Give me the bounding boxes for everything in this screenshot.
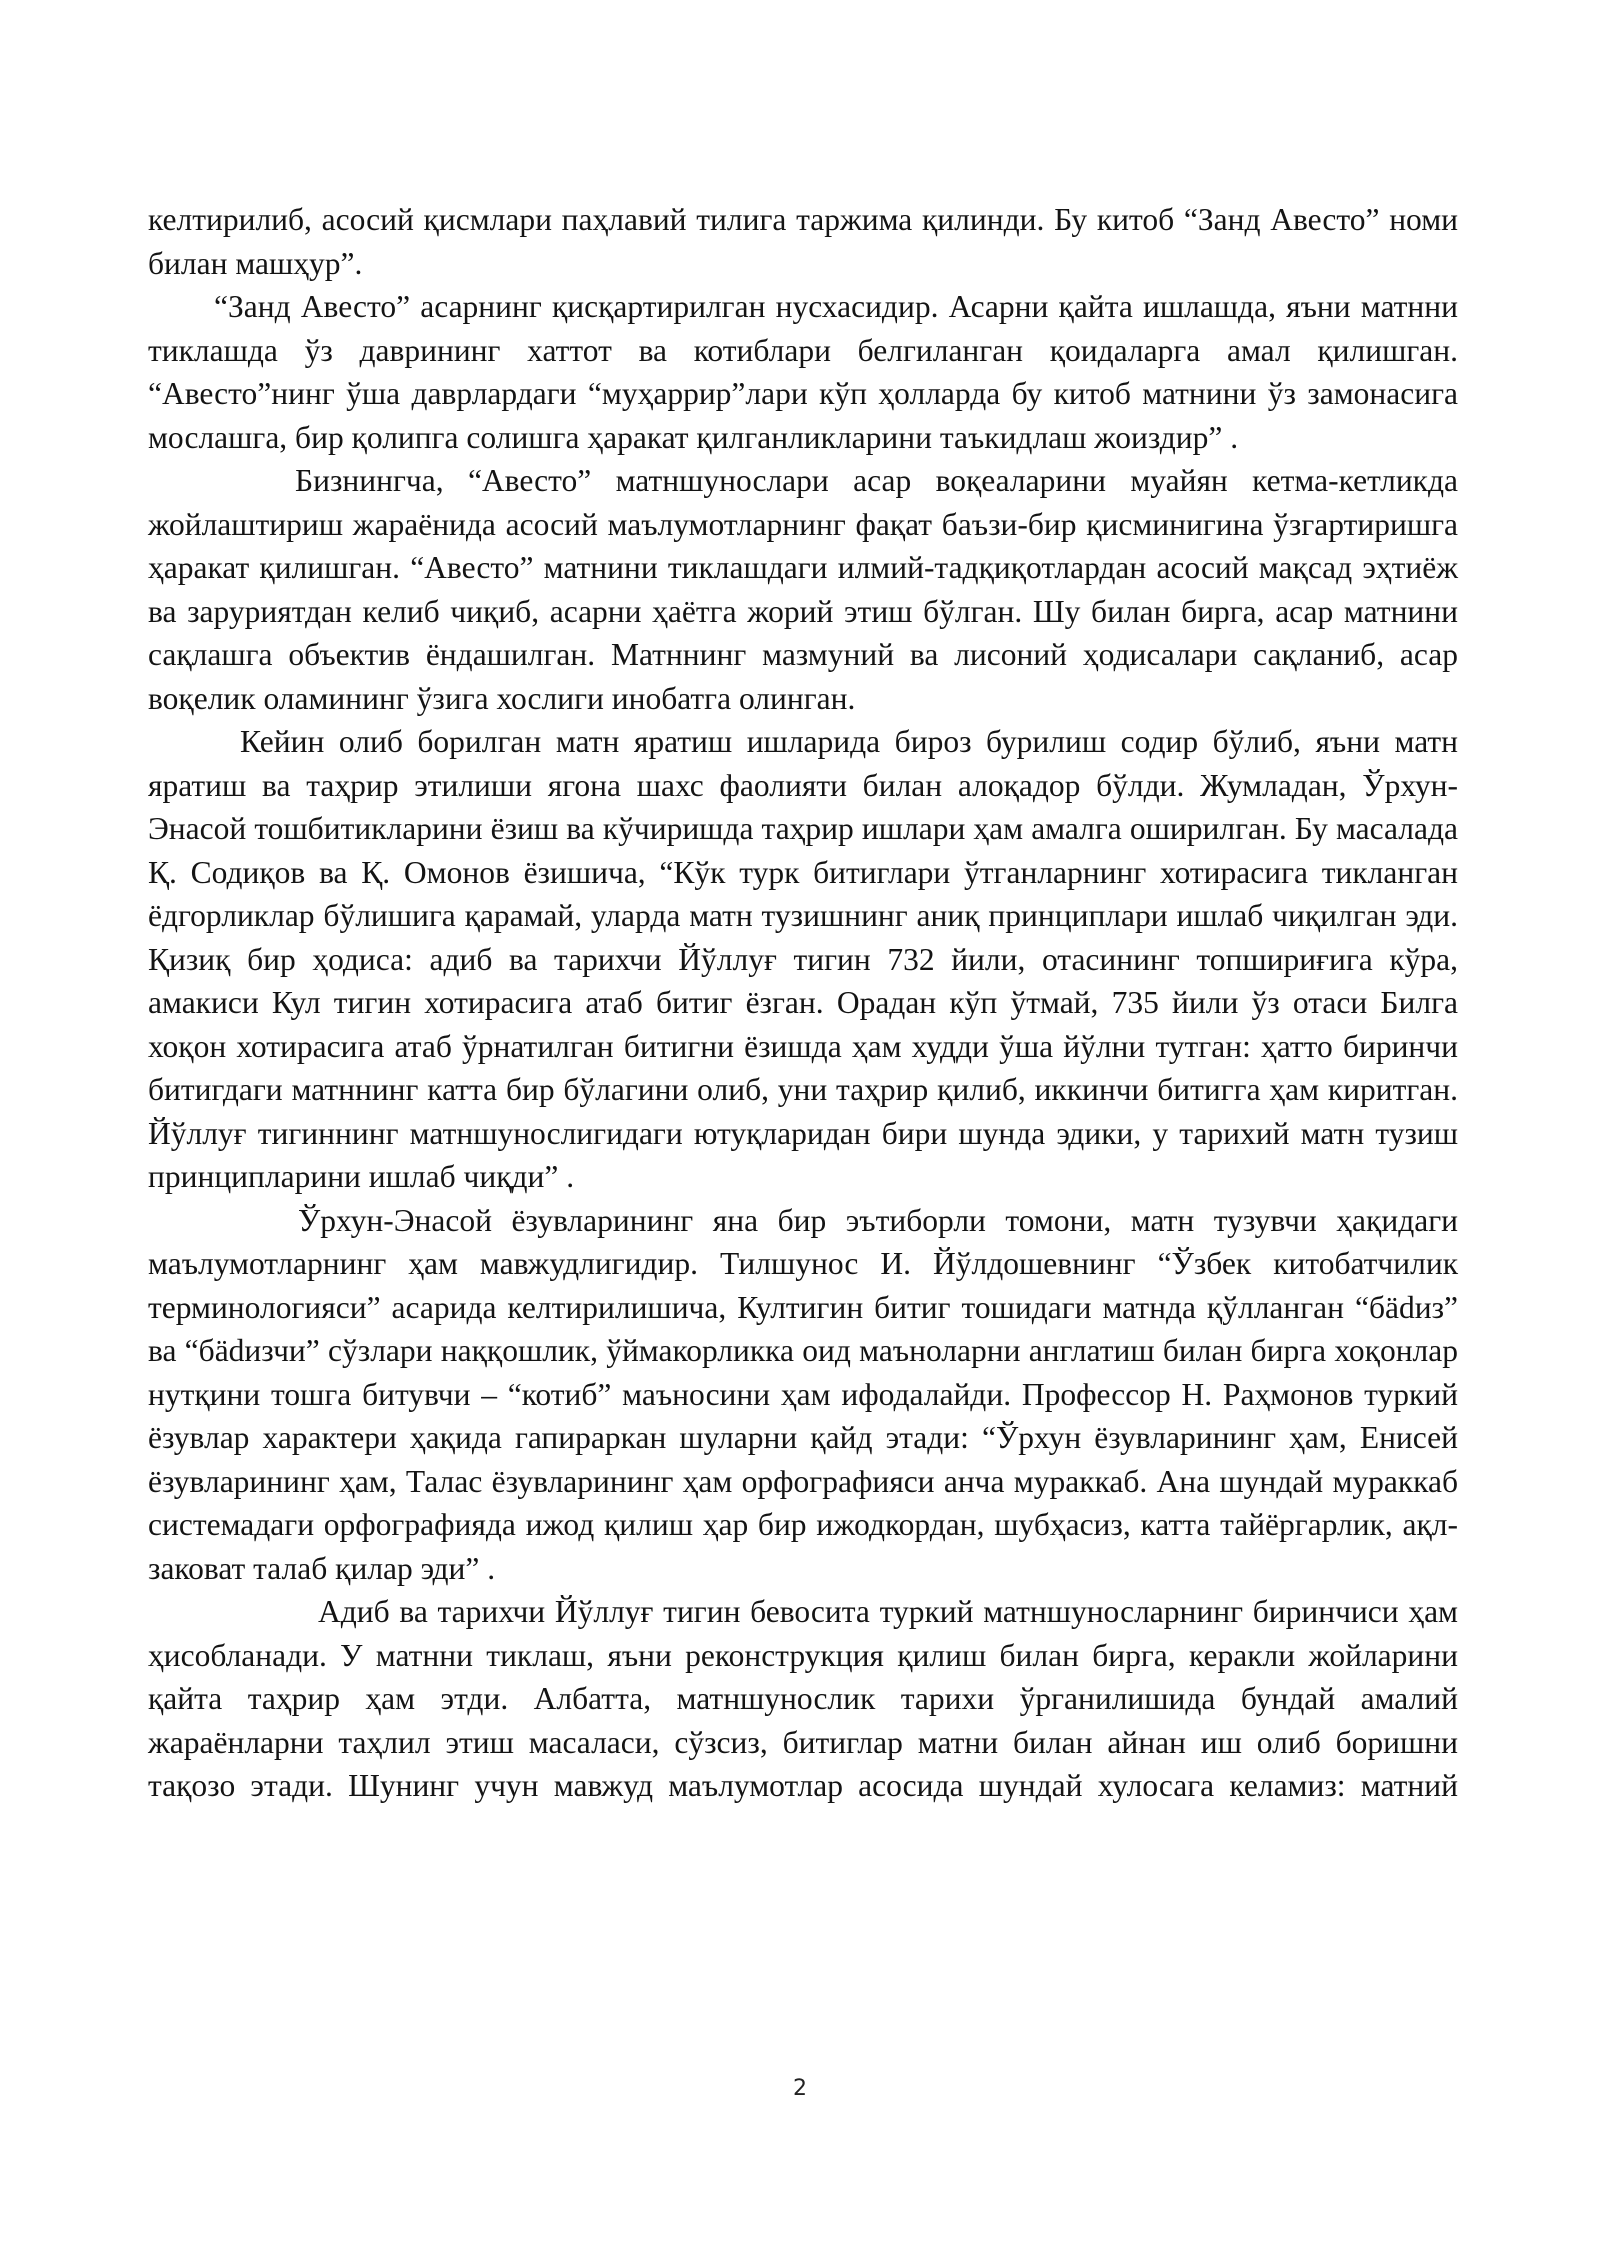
paragraph-4: Кейин олиб борилган матн яратиш ишларида бироз бурилиш содир бўлиб, яъни матн яратиш ва таҳрир этилиши ягона шахс фаолияти билан алоқадор бўлди. Жумладан, Ўрхун-Энасой тошбитикларини ёзиш ва кўчиришда таҳрир ишлари ҳам амалга оширилган. Бу масалада Қ. Содиқов ва Қ. Омонов ёзишича, “Кўк турк битиглари ўтганларнинг хотирасига тикланган ёдгорликлар бўлишига қарамай, уларда матн тузишнинг аниқ принциплари ишлаб чиқилган эди. Қизиқ бир ҳодиса: адиб ва тарихчи Йўллуғ тигин 732 йили, отасининг топшириғига кўра, амакиси Кул тигин хотирасига атаб битиг ёзган. Орадан кўп ўтмай, 735 йили ўз отаси Билга хоқон хотирасига атаб ўрнатилган битигни ёзишда ҳам худди ўша йўлни тутган: ҳатто биринчи битигдаги матннинг катта бир бўлагини олиб, уни таҳрир қилиб, иккинчи битигга ҳам киритган. Йўллуғ тигиннинг матншунослигидаги ютуқларидан бири шунда эдики, у тарихий матн тузиш принципларини ишлаб чиқди” . bbox=[148, 724, 1458, 1194]
paragraph-2: “Занд Авесто” асарнинг қисқартирилган нусхасидир. Асарни қайта ишлашда, яъни матнни тиклашда ўз даврининг хаттот ва котиблари белгиланган қоидаларга амал қилишган. “Авесто”нинг ўша даврлардаги “муҳаррир”лари кўп ҳолларда бу китоб матнини ўз замонасига мослашга, бир қолипга солишга ҳаракат қилганликларини таъкидлаш жоиздир” . bbox=[148, 289, 1458, 455]
paragraph-5: Ўрхун-Энасой ёзувларининг яна бир эътиборли томони, матн тузувчи ҳақидаги маълумотларнинг ҳам мавжудлигидир. Тилшунос И. Йўлдошевнинг “Ўзбек китобатчилик терминологияси” асарида келтирилишича, Култигин битиг тошидаги матнда қўлланган “бädиз” ва “бädизчи” сўзлари наққошлик, ўймакорликка оид маъноларни англатиш билан бирга хоқонлар нутқини тошга битувчи – “котиб” маъносини ҳам ифодалайди. Профессор Н. Раҳмонов туркий ёзувлар характери ҳақида гапираркан шуларни қайд этади: “Ўрхун ёзувларининг ҳам, Енисей ёзувларининг ҳам, Талас ёзувларининг ҳам орфографияси анча мураккаб. Ана шундай мураккаб системадаги орфографияда ижод қилиш ҳар бир ижодкордан, шубҳасиз, катта тайёргарлик, ақл-заковат талаб қилар эди” . bbox=[148, 1202, 1458, 1586]
document-body bbox=[148, 198, 1458, 1808]
paragraph-3: Бизнингча, “Авесто” матншунослари асар воқеаларини муайян кетма-кетликда жойлаштириш жараёнида асосий маълумотларнинг фақат баъзи-бир қисминигина ўзгартиришга ҳаракат қилишган. “Авесто” матнини тиклашдаги илмий-тадқиқотлардан асосий мақсад эҳтиёж ва заруриятдан келиб чиқиб, асарни ҳаётга жорий этиш бўлган. Шу билан бирга, асар матнини сақлашга объектив ёндашилган. Матннинг мазмуний ва лисоний ҳодисалари сақланиб, асар воқелик оламининг ўзига хослиги инобатга олинган. bbox=[148, 463, 1458, 716]
paragraph-6: Адиб ва тарихчи Йўллуғ тигин бевосита туркий матншуносларнинг биринчиси ҳам ҳисобланади. У матнни тиклаш, яъни реконструкция қилиш билан бирга, керакли жойларини қайта таҳрир ҳам этди. Албатта, матншунослик тарихи ўрганилишида бундай амалий жараёнларни таҳлил этиш масаласи, сўзсиз, битиглар матни билан айнан иш олиб боришни тақозо этади. Шунинг учун мавжуд маълумотлар асосида шундай хулосага келамиз: матний bbox=[148, 1594, 1458, 1803]
page-number: 2 bbox=[793, 2076, 807, 2101]
paragraph-1: келтирилиб, асосий қисмлари паҳлавий тилига таржима қилинди. Бу китоб “Занд Авесто” номи билан машҳур”. bbox=[148, 202, 1458, 281]
